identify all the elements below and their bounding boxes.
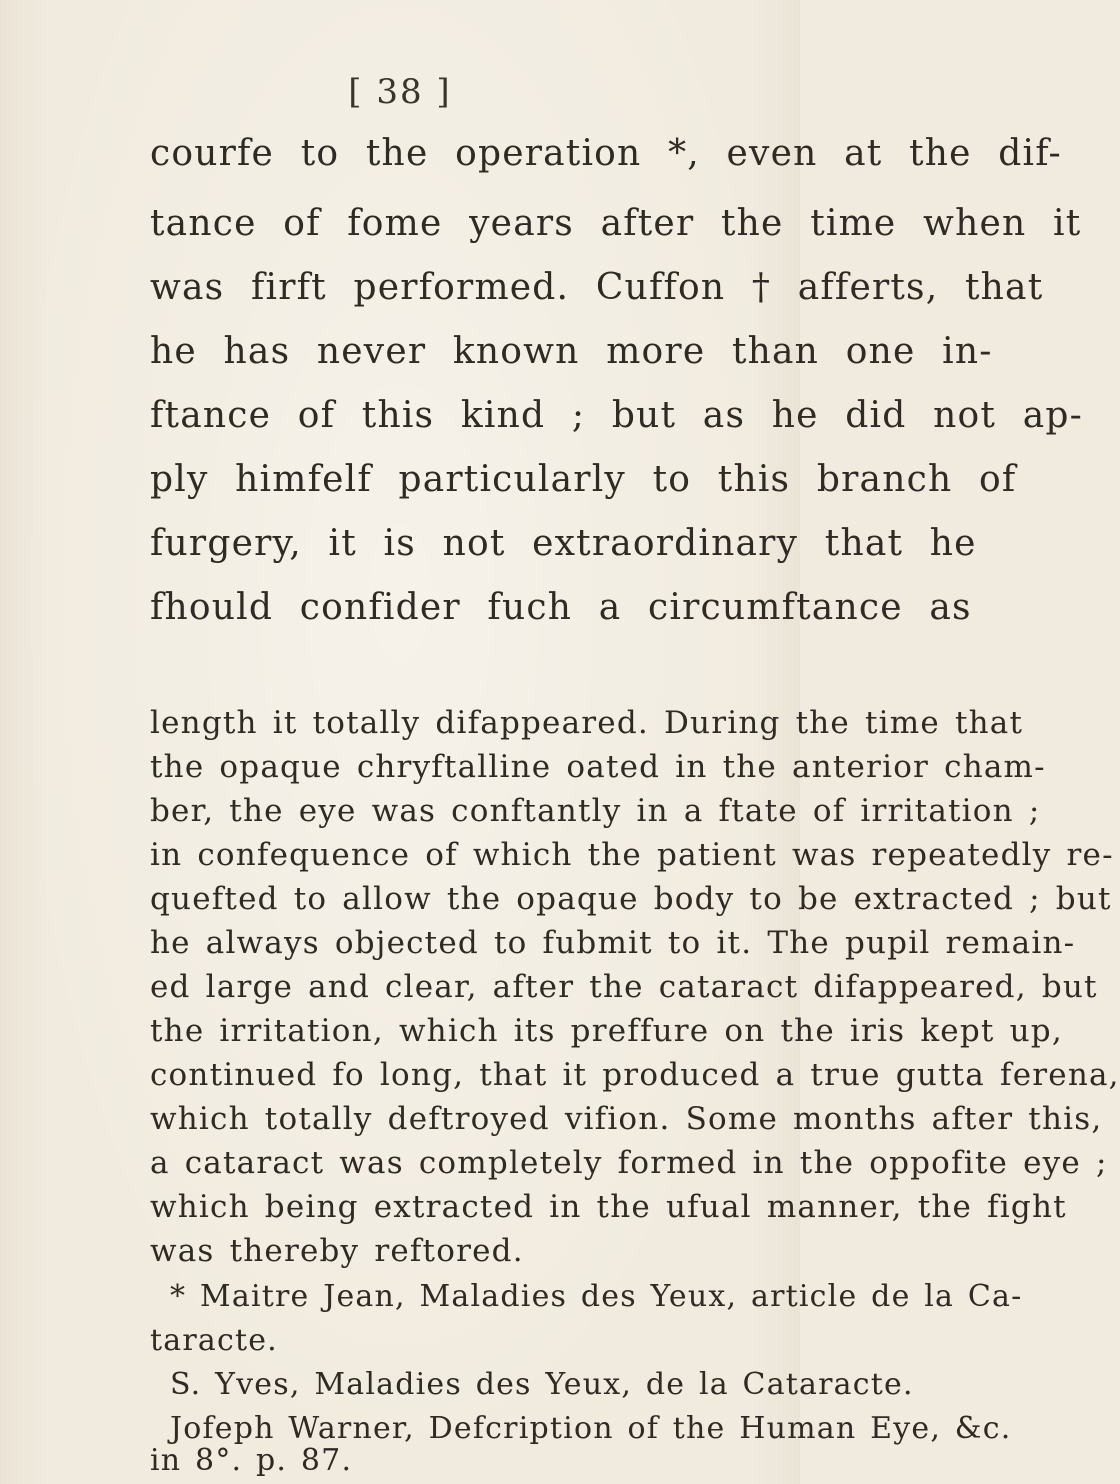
text-line: a cataract was completely formed in the oppofite eye ; xyxy=(150,1145,1108,1181)
footnote-line: S. Yves, Maladies des Yeux, de la Cataracte. xyxy=(170,1367,914,1402)
footnote-line: * Maitre Jean, Maladies des Yeux, article de la Ca- xyxy=(170,1279,1023,1314)
text-line: fhould confider fuch a circumftance as xyxy=(150,587,972,628)
text-line: was firft performed. Cuffon † afferts, that xyxy=(150,267,1044,308)
footnote-line: Jofeph Warner, Defcription of the Human Eye, &c. xyxy=(170,1411,1012,1446)
text-line: which totally deftroyed vifion. Some months after this, xyxy=(150,1101,1103,1137)
text-line: courfe to the operation *, even at the dif- xyxy=(150,133,1062,174)
footnote-line: in 8°. p. 87. xyxy=(150,1443,353,1478)
text-line: ply himfelf particularly to this branch of xyxy=(150,459,1017,500)
text-line: ftance of this kind ; but as he did not ap- xyxy=(150,395,1083,436)
text-line: the irritation, which its preffure on the iris kept up, xyxy=(150,1013,1063,1049)
text-line: he has never known more than one in- xyxy=(150,331,993,372)
text-line: ed large and clear, after the cataract difappeared, but xyxy=(150,969,1098,1005)
text-line: he always objected to fubmit to it. The pupil remain- xyxy=(150,925,1076,961)
text-line: quefted to allow the opaque body to be extracted ; but xyxy=(150,881,1112,917)
text-line: tance of fome years after the time when it xyxy=(150,203,1082,244)
text-line: furgery, it is not extraordinary that he xyxy=(150,523,977,564)
text-line: was thereby reftored. xyxy=(150,1233,524,1269)
text-line: the opaque chryftalline oated in the anterior cham- xyxy=(150,749,1046,785)
text-line: length it totally difappeared. During the time that xyxy=(150,705,1024,741)
text-line: which being extracted in the ufual manner, the fight xyxy=(150,1189,1067,1225)
text-line: continued fo long, that it produced a true gutta ferena, xyxy=(150,1057,1120,1093)
footnote-line: taracte. xyxy=(150,1323,278,1358)
page-number: [ 38 ] xyxy=(348,72,452,112)
text-line: ber, the eye was conftantly in a ftate of irritation ; xyxy=(150,793,1041,829)
text-line: in confequence of which the patient was repeatedly re- xyxy=(150,837,1114,873)
